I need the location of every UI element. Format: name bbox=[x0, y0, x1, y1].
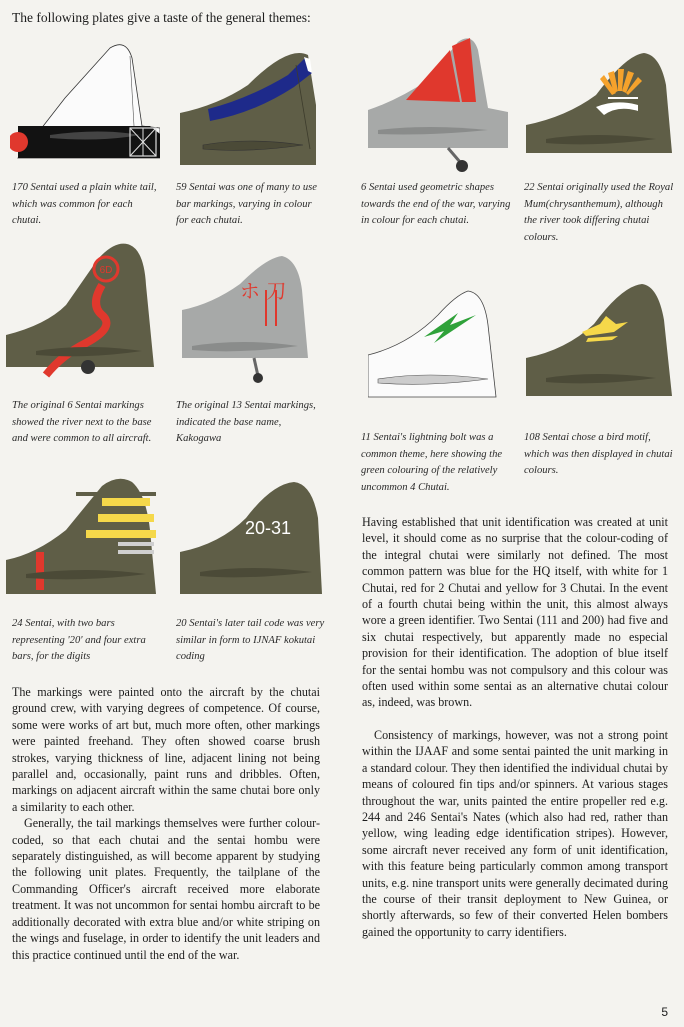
plate-108-sentai-bird bbox=[526, 280, 674, 420]
left-paragraph-1: The markings were painted onto the aircraft by the chutai ground crew, with varying degrees of competence. Of course, some were works of art but, much more often, other markings were painted freehand. They often showed coarse brush strokes, varying thickness of line, adjacent lining not being parallel and, occasionally, paint runs and dribbles. Often, markings on adjacent aircraft within the same chutai bore only a similarity to each other. bbox=[12, 685, 320, 814]
caption-20-sentai: 20 Sentai's later tail code was very similar in form to IJNAF kokutai coding bbox=[176, 618, 325, 662]
caption-24-sentai: 24 Sentai, with two bars representing '20' and four extra bars, for the digits bbox=[12, 618, 146, 662]
plate-59-sentai bbox=[178, 45, 318, 173]
page-number: 5 bbox=[661, 1005, 668, 1019]
caption-6-sentai-geometric: 6 Sentai used geometric shapes towards the end of the war, varying in colour for each chutai. bbox=[361, 182, 511, 226]
right-paragraph-1: Having established that unit identification was created at unit level, it should come as no surprise that the colour-coding of the integral chutai were similarly not defined. The most common pattern was blue for the HQ itself, with white for 1 Chutai, red for 2 Chutai and yellow for 3 Chutai. In the event of a fourth chutai being within the unit, this almost always wore a green identifier. Two Sentai (111 and 200) had five and six chutai respectively, but apparently made no especial provision for their identification. The adoption of blue itself for the sentai hombu was not compulsory and this colour was often used within some sentai as an alternative chutai colour as, indeed, was brown. bbox=[362, 515, 668, 710]
intro-text: The following plates give a taste of the general themes: bbox=[12, 10, 311, 25]
right-column-text bbox=[362, 514, 668, 940]
caption-22-sentai: 22 Sentai originally used the Royal Mum(chrysanthemum), although the river took differing chutai colours. bbox=[524, 182, 674, 243]
plate-20-sentai-code bbox=[180, 478, 324, 614]
plate-24-sentai-bars bbox=[6, 470, 158, 620]
caption-13-sentai: The original 13 Sentai markings, indicated the base name, Kakogawa bbox=[176, 400, 316, 444]
caption-59-sentai: 59 Sentai was one of many to use bar markings, varying in colour for each chutai. bbox=[176, 182, 317, 226]
caption-11-sentai: 11 Sentai's lightning bolt was a common theme, here showing the green colouring of the relatively uncommon 4 Chutai. bbox=[361, 432, 503, 493]
plate-6-sentai-river bbox=[6, 235, 162, 385]
svg-text:6D: 6D bbox=[99, 265, 113, 276]
right-paragraph-2: Consistency of markings, however, was not a strong point within the IJAAF and some sentai painted the unit marking in a standard colour. They then identified the individual chutai by means of coloured fin tips and/or spinners. At various stages throughout the war, units painted the entire propeller red e.g. 244 and 246 Sentai's Nates (which also had red, rather than yellow, wing leading edge identification stripes). However, some aircraft never received any form of unit identification, with this feature being particularly common among transport units, e.g. nine transport units were generally decimated during the course of their transit deployment to New Guinea, or shortly afterwards, so few of their converted Helen bombers gained the opportunity to carry identifiers. bbox=[362, 727, 668, 939]
caption-108-sentai: 108 Sentai chose a bird motif, which was then displayed in chutai colours. bbox=[524, 432, 673, 476]
plate-6-sentai-geometric bbox=[368, 30, 514, 178]
caption-170-sentai: 170 Sentai used a plain white tail, which was common for each chutai. bbox=[12, 182, 157, 226]
left-column-text bbox=[12, 684, 320, 963]
plate-170-sentai bbox=[10, 28, 160, 176]
caption-6-sentai-river: The original 6 Sentai markings showed the river next to the base and were common to all aircraft. bbox=[12, 400, 152, 444]
tail-code: 20-31 bbox=[244, 518, 292, 538]
left-paragraph-2: Generally, the tail markings themselves were further colour-coded, so that each chutai and the sentai hombu were separately distinguished, as will become apparent by studying the following unit plates. Frequently, the tailplane of the Commanding Officer's aircraft received more elaborate treatment. It was not uncommon for sentai hombu aircraft to be additionally decorated with extra blue and/or white striping on the wings and fuselage, in order to identify the unit leaders and this practice continued until the end of the war. bbox=[12, 816, 320, 962]
plate-22-sentai-mum bbox=[526, 45, 674, 173]
plate-11-sentai-lightning bbox=[368, 285, 516, 425]
plate-13-sentai-kanji bbox=[182, 250, 318, 388]
kanji-mark: ホ 刀 bbox=[240, 279, 287, 303]
